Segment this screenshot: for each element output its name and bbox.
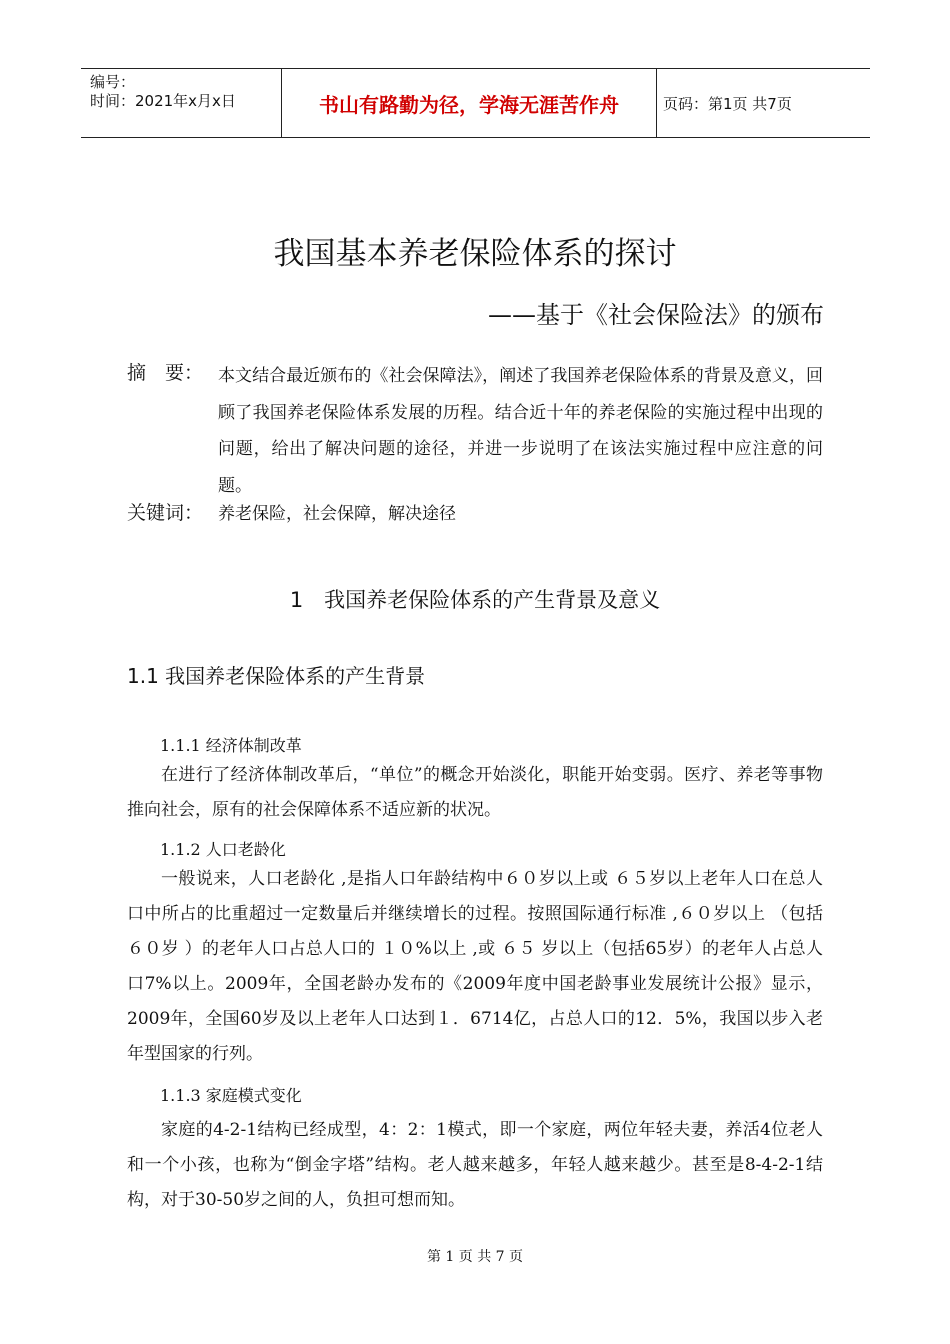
- keywords-label: 关键词：: [127, 502, 204, 524]
- motto-text: 书山有路勤为径，学海无涯苦作舟: [319, 92, 619, 117]
- abstract-text: 本文结合最近颁布的《社会保障法》，阐述了我国养老保险体系的背景及意义，回顾了我国养老保险体系发展的历程。结合近十年的养老保险的实施过程中出现的问题，给出了解决问题的途径，并进一步说明了在该法实施过程中应注意的问题。: [218, 366, 823, 496]
- section-1-1-2-paragraph: 一般说来，人口老龄化 ,是指人口年龄结构中６０岁以上或 ６５岁以上老年人口在总人口中所占的比重超过一定数量后并继续增长的过程。按照国际通行标准 ,６０岁以上 （包括 ６０岁 ）的老年人口占总人口的 １０%以上 ,或 ６５ 岁以上（包括65岁）的老年人占总人口7%以上。2009年，全国老龄办发布的《2009年度中国老龄事业发展统计公报》显示，2009年，全国60岁及以上老年人口达到１．6714亿，占总人口的12．5%，我国以步入老年型国家的行列。: [127, 869, 823, 1064]
- section-1-1-3-paragraph: 家庭的4-2-1结构已经成型，4：2：1模式，即一个家庭，两位年轻夫妻，养活4位老人和一个小孩，也称为“倒金字塔”结构。老人越来越多，年轻人越来越少。甚至是8-4-2-1结构，对于30-50岁之间的人，负担可想而知。: [127, 1120, 823, 1210]
- section-1-1-1-heading: 1.1.1 经济体制改革: [160, 736, 302, 755]
- header-meta-cell: [81, 69, 281, 137]
- page-code: 页码：第1页 共7页: [663, 94, 792, 113]
- header-table: [81, 68, 870, 138]
- section-1-1-heading: 1.1 我国养老保险体系的产生背景: [127, 664, 426, 688]
- number-label: 编号：: [90, 73, 136, 91]
- section-1-heading: 1 我国养老保险体系的产生背景及意义: [289, 588, 661, 612]
- motto-cell: [281, 69, 657, 137]
- section-1-1-3-heading: 1.1.3 家庭模式变化: [160, 1086, 302, 1105]
- abstract-label: 摘 要：: [127, 362, 204, 384]
- keywords-text: 养老保险，社会保障，解决途径: [218, 504, 456, 524]
- document-title: 我国基本养老保险体系的探讨: [273, 236, 677, 272]
- date-label: 时间：2021年x月x日: [90, 92, 236, 110]
- document-subtitle: ——基于《社会保险法》的颁布: [488, 301, 824, 329]
- section-1-1-1-paragraph: 在进行了经济体制改革后，“单位”的概念开始淡化，职能开始变弱。医疗、养老等事物推向社会，原有的社会保障体系不适应新的状况。: [127, 765, 823, 820]
- page-code-cell: [663, 69, 792, 137]
- section-1-1-2-heading: 1.1.2 人口老龄化: [160, 840, 286, 859]
- page-footer: 第 1 页 共 7 页: [426, 1249, 524, 1265]
